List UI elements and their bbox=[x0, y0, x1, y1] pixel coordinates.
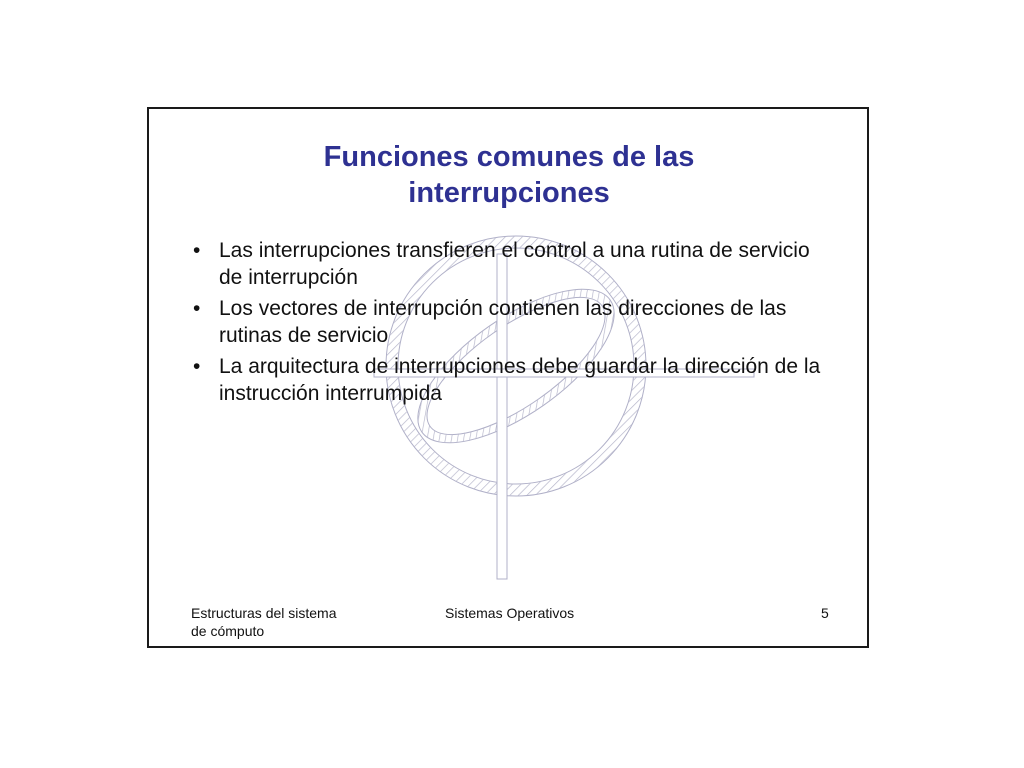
bullet-item bbox=[189, 353, 829, 407]
bullet-dot: • bbox=[193, 239, 201, 262]
bullet-list bbox=[189, 237, 829, 411]
footer-left-line1: Estructuras del sistema bbox=[191, 605, 337, 621]
bullet-text: La arquitectura de interrupciones debe guardar la dirección de la instrucción interrumpida bbox=[219, 355, 821, 405]
slide-title-line1: Funciones comunes de las bbox=[323, 141, 695, 173]
footer-left-line2: de cómputo bbox=[191, 623, 265, 639]
bullet-item bbox=[189, 295, 829, 349]
footer-course-name: Sistemas Operativos bbox=[445, 605, 575, 621]
bullet-dot: • bbox=[193, 297, 201, 320]
bullet-text: Los vectores de interrupción contienen las direcciones de las rutinas de servicio bbox=[219, 297, 787, 347]
bullet-text: Las interrupciones transfieren el control a una rutina de servicio de interrupción bbox=[219, 239, 810, 289]
slide bbox=[147, 107, 869, 648]
bullet-dot: • bbox=[193, 355, 201, 378]
slide-title bbox=[249, 139, 769, 211]
footer-course-section bbox=[191, 604, 391, 640]
slide-title-line2: interrupciones bbox=[408, 177, 610, 209]
bullet-item bbox=[189, 237, 829, 291]
footer-page-number: 5 bbox=[821, 605, 829, 621]
